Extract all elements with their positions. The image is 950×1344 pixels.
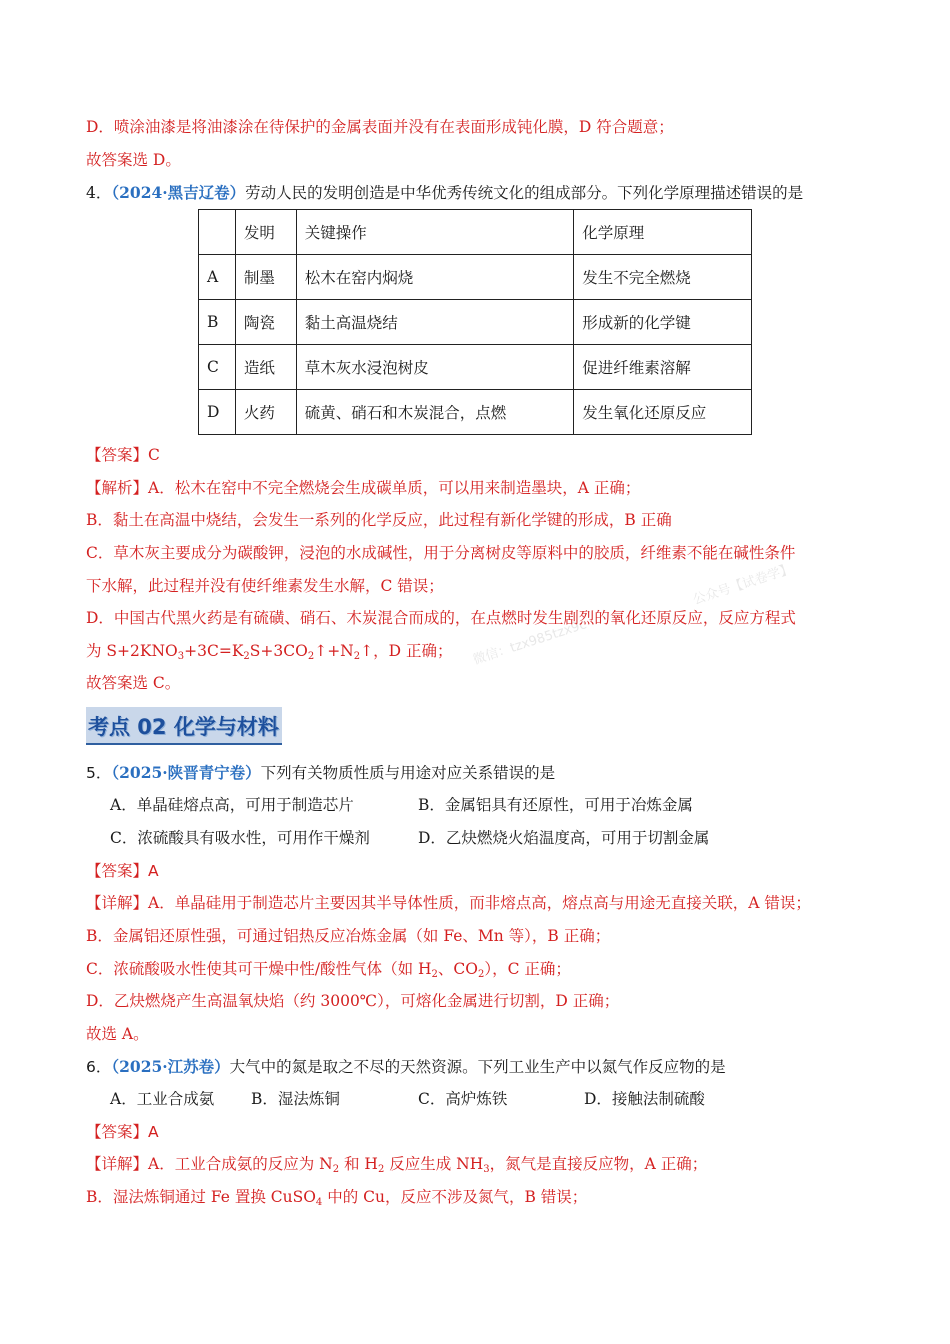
q4-answer: [86, 444, 160, 466]
detail-text: 反应生成 NH: [384, 1155, 484, 1173]
q5-detail-a: [86, 892, 811, 914]
eq-subscript: 2: [307, 651, 315, 662]
q6-option-b: B．湿法炼铜: [251, 1090, 340, 1108]
answer-label: 【答案】: [86, 446, 149, 464]
answer-label: 【答案】: [86, 862, 149, 880]
q4-table: [198, 209, 752, 435]
watermark-text: 微信：tzx985tzx9c: [471, 617, 589, 669]
q6-option-c: C．高炉炼铁: [418, 1090, 508, 1108]
prev-analysis-d: D．喷涂油漆是将油漆涂在待保护的金属表面并没有在表面形成钝化膜，D 符合题意；: [86, 118, 674, 136]
table-row: [199, 300, 752, 345]
q4-analysis-a: [86, 477, 640, 499]
detail-text: 、CO: [437, 960, 478, 978]
table-cell: 发生不完全燃烧: [574, 255, 752, 300]
detail-text: ，氮气是直接反应物，A 正确；: [489, 1155, 708, 1173]
table-cell: 发生氧化还原反应: [574, 390, 752, 435]
table-header-cell: 发明: [235, 210, 296, 255]
q4-analysis-c2: 下水解，此过程并没有使纤维素发生水解，C 错误；: [86, 577, 444, 595]
q6-stem: 大气中的氮是取之不尽的天然资源。下列工业生产中以氮气作反应物的是: [229, 1058, 726, 1076]
analysis-label: 【解析】: [86, 479, 149, 497]
section-heading: [86, 707, 282, 745]
q5-option-d: D．乙炔燃烧火焰温度高，可用于切割金属: [418, 829, 710, 847]
q6-source: （2025·江苏卷）: [111, 1057, 230, 1076]
table-cell: 草木灰水浸泡树皮: [296, 345, 574, 390]
eq-text: ↑+N: [314, 642, 354, 660]
detail-text: A．单晶硅用于制造芯片主要因其半导体性质，而非熔点高，熔点高与用途无直接关联，A 错误；: [148, 894, 811, 912]
q4-analysis-d1: D．中国古代黑火药是有硫磺、硝石、木炭混合而成的，在点燃时发生剧烈的氧化还原反应，反应方程式: [86, 609, 796, 627]
q6-number: 6．: [86, 1058, 112, 1076]
table-cell: 造纸: [235, 345, 296, 390]
table-row: [199, 390, 752, 435]
q5-detail-c: [86, 958, 571, 980]
eq-text: +3C=K: [184, 642, 244, 660]
detail-text: 和 H: [339, 1155, 378, 1173]
answer-value: A: [148, 1123, 159, 1141]
q5-stem-line: [86, 762, 555, 784]
detail-label: 【详解】: [86, 894, 149, 912]
table-row: [199, 345, 752, 390]
table-header-cell: 关键操作: [296, 210, 574, 255]
table-cell: 火药: [235, 390, 296, 435]
detail-text: C．浓硫酸吸水性使其可干燥中性/酸性气体（如 H: [86, 960, 432, 978]
q4-source: （2024·黑吉辽卷）: [111, 183, 246, 202]
eq-text: 为 S+2KNO: [86, 642, 178, 660]
detail-subscript: 2: [477, 969, 485, 980]
eq-text: ↑，D 正确；: [360, 642, 453, 660]
answer-value: A: [148, 862, 159, 880]
table-cell: 硫黄、硝石和木炭混合，点燃: [296, 390, 574, 435]
detail-text: B．湿法炼铜通过 Fe 置换 CuSO: [86, 1188, 316, 1206]
detail-subscript: 3: [483, 1164, 490, 1175]
q5-stem: 下列有关物质性质与用途对应关系错误的是: [260, 764, 556, 782]
q5-answer: [86, 860, 159, 882]
table-row: [199, 255, 752, 300]
table-cell: 松木在窑内焖烧: [296, 255, 574, 300]
q6-option-a: A．工业合成氨: [110, 1090, 215, 1108]
q5-option-b: B．金属铝具有还原性，可用于冶炼金属: [418, 796, 693, 814]
detail-subscript: 2: [431, 969, 438, 980]
q5-option-c: C．浓硫酸具有吸水性，可用作干燥剂: [110, 829, 370, 847]
table-header-cell: [199, 210, 236, 255]
eq-text: S+3CO: [249, 642, 308, 660]
detail-subscript: 2: [377, 1164, 385, 1175]
detail-label: 【详解】: [86, 1155, 149, 1173]
detail-text: 中的 Cu，反应不涉及氮气，B 错误；: [322, 1188, 588, 1206]
q4-analysis-b: B．黏土在高温中烧结，会发生一系列的化学反应，此过程有新化学键的形成，B 正确: [86, 511, 672, 529]
table-cell: 陶瓷: [235, 300, 296, 345]
q5-number: 5．: [86, 764, 112, 782]
eq-subscript: 2: [353, 651, 361, 662]
table-header-row: [199, 210, 752, 255]
detail-subscript: 4: [315, 1197, 323, 1208]
q6-stem-line: [86, 1056, 726, 1078]
table-cell: 形成新的化学键: [574, 300, 752, 345]
q6-option-d: D．接触法制硫酸: [584, 1090, 705, 1108]
q4-conclusion: 故答案选 C。: [86, 674, 181, 692]
watermark-text: 公众号【试卷学】: [691, 561, 795, 609]
table-cell: 促进纤维素溶解: [574, 345, 752, 390]
table-cell: 制墨: [235, 255, 296, 300]
q4-analysis-c1: C．草木灰主要成分为碳酸钾，浸泡的水成碱性，用于分离树皮等原料中的胶质，纤维素不能在碱性条件: [86, 544, 796, 562]
q4-number: 4．: [86, 184, 112, 202]
prev-conclusion: 故答案选 D。: [86, 151, 181, 169]
q6-detail-b: [86, 1186, 587, 1208]
table-cell: D: [199, 390, 236, 435]
q5-detail-d: D．乙炔燃烧产生高温氧炔焰（约 3000℃），可熔化金属进行切割，D 正确；: [86, 992, 620, 1010]
answer-label: 【答案】: [86, 1123, 149, 1141]
q4-equation: [86, 640, 452, 662]
detail-text: A．工业合成氨的反应为 N: [148, 1155, 333, 1173]
detail-subscript: 2: [332, 1164, 340, 1175]
q6-answer: [86, 1121, 159, 1143]
q5-source: （2025·陕晋青宁卷）: [111, 763, 261, 782]
table-cell: B: [199, 300, 236, 345]
eq-subscript: 3: [177, 651, 185, 662]
q5-conclusion: 故选 A。: [86, 1025, 149, 1043]
table-header-cell: 化学原理: [574, 210, 752, 255]
eq-subscript: 2: [243, 651, 250, 662]
table-cell: 黏土高温烧结: [296, 300, 574, 345]
q4-stem: 劳动人民的发明创造是中华优秀传统文化的组成部分。下列化学原理描述错误的是: [245, 184, 804, 202]
q4-stem-line: [86, 182, 803, 204]
section-title: 考点 02 化学与材料: [88, 715, 279, 739]
table-cell: C: [199, 345, 236, 390]
answer-value: C: [148, 446, 160, 464]
q5-option-a: A．单晶硅熔点高，可用于制造芯片: [110, 796, 354, 814]
q5-detail-b: B．金属铝还原性强，可通过铝热反应冶炼金属（如 Fe、Mn 等），B 正确；: [86, 927, 611, 945]
detail-text: ），C 正确；: [484, 960, 571, 978]
table-cell: A: [199, 255, 236, 300]
analysis-text: A．松木在窑中不完全燃烧会生成碳单质，可以用来制造墨块，A 正确；: [148, 479, 641, 497]
q6-detail-a: [86, 1153, 707, 1175]
